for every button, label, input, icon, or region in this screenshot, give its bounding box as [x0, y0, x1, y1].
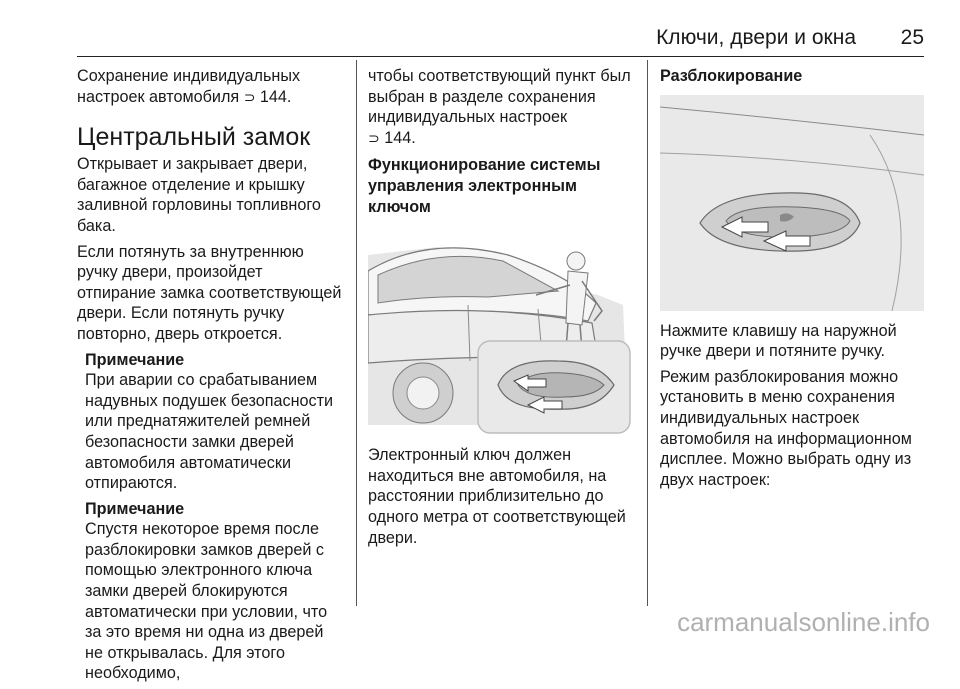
page-number: 25	[900, 26, 924, 49]
column-3	[660, 66, 928, 495]
column-1	[77, 66, 345, 689]
keyless-entry-illustration	[368, 225, 632, 435]
unlocking-heading: Разблокирование	[660, 67, 803, 85]
unlocking-para-1: Нажмите клавишу на наружной ручке двери и потяните ручку.	[660, 321, 897, 361]
page-reference-icon: ⊃	[368, 130, 380, 147]
door-handle-illustration	[660, 95, 924, 311]
note-1	[85, 350, 345, 494]
keyless-system-heading: Функционирование системы управления электронным ключом	[368, 156, 601, 216]
watermark: carmanualsonline.info	[677, 607, 930, 637]
note-1-title: Примечание	[85, 350, 185, 369]
intro-line-2-wrap	[77, 88, 291, 106]
continued-text	[368, 66, 640, 149]
column-2	[368, 66, 640, 553]
note-2-text: Спустя некоторое время после разблокировки замков дверей с помощью электронного ключа замки дверей блокируются автоматически при условии, что за это время ни одна из дверей не открывалась. Для этого необходимо,	[85, 520, 328, 683]
intro-page-ref[interactable]: 144.	[259, 87, 292, 106]
column-divider-2	[647, 60, 648, 606]
unlocking-para-2: Режим разблокирования можно установить в меню сохранения индивидуальных настроек автомобиля на информационном дисплее. Можно выбрать одну из двух настроек:	[660, 367, 912, 489]
note-2-title: Примечание	[85, 499, 185, 518]
continued-page-ref[interactable]: 144.	[384, 128, 416, 147]
intro-line-2: настроек автомобиля	[77, 87, 240, 106]
central-lock-para-1: Открывает и закрывает двери, багажное отделение и крышку заливной горловины топливного бака.	[77, 155, 321, 235]
note-1-text: При аварии со срабатыванием надувных подушек безопасности или преднатяжителей ремней безопасности замки дверей автомобиля автоматически отпираются.	[85, 371, 334, 493]
header-rule	[77, 56, 924, 57]
central-lock-para-2: Если потянуть за внутреннюю ручку двери, произойдет отпирание замка соответствующей двери. Если потянуть ручку повторно, дверь откроется.	[77, 242, 342, 343]
note-2	[85, 499, 345, 684]
continued-body: чтобы соответствующий пункт был выбран в разделе сохранения индивидуальных настроек	[368, 67, 631, 127]
page-reference-icon: ⊃	[243, 89, 256, 106]
column-divider-1	[356, 60, 357, 606]
central-lock-heading: Центральный замок	[77, 123, 311, 152]
keyless-system-para-1: Электронный ключ должен находиться вне автомобиля, на расстоянии приблизительно до одного метра от соответствующей двери.	[368, 446, 626, 547]
intro-line-1: Сохранение индивидуальных	[77, 67, 301, 85]
intro-text	[77, 66, 345, 108]
section-title: Ключи, двери и окна	[656, 26, 856, 49]
